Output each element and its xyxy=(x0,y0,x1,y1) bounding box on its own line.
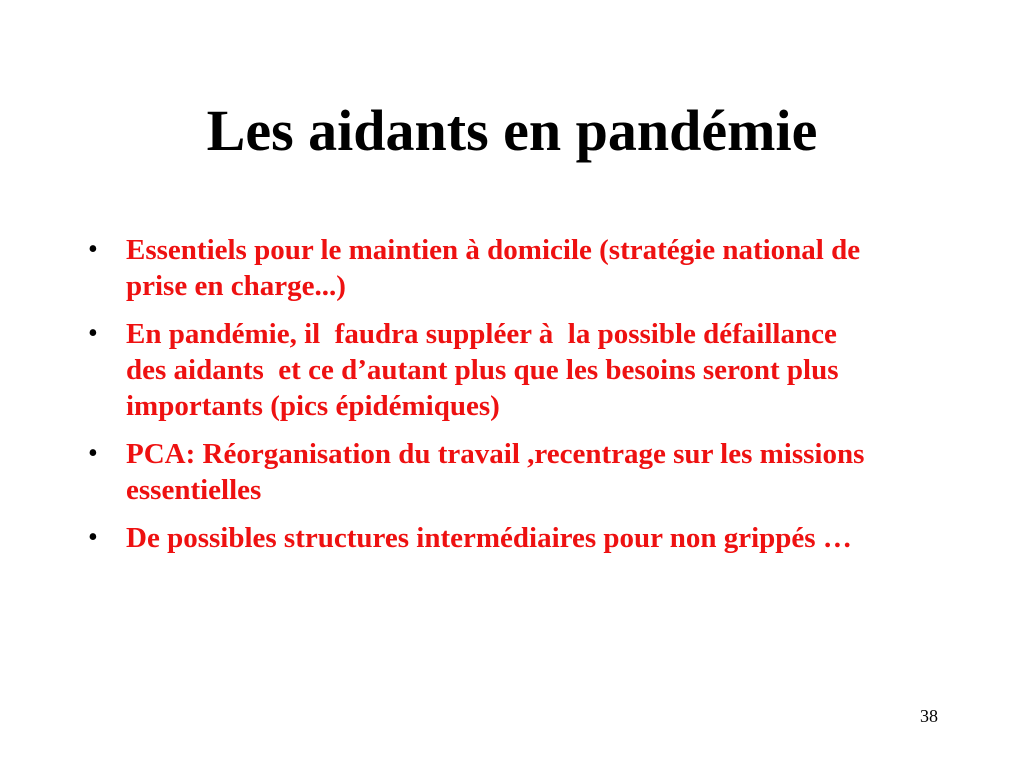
bullet-dot-icon: • xyxy=(88,522,98,553)
bullet-text: En pandémie, il faudra suppléer à la possible défaillance des aidants et ce d’autant plus que les besoins seront plus importants (pics épidémiques) xyxy=(126,318,846,422)
bullet-item xyxy=(84,232,884,304)
bullet-item xyxy=(84,316,884,424)
bullet-dot-icon: • xyxy=(88,318,98,349)
bullet-dot-icon: • xyxy=(88,438,98,469)
bullet-item xyxy=(84,520,884,556)
slide-title: Les aidants en pandémie xyxy=(206,98,818,163)
bullet-text: De possibles structures intermédiaires pour non grippés … xyxy=(126,522,852,554)
bullet-text: Essentiels pour le maintien à domicile (stratégie national de prise en charge...) xyxy=(126,234,868,302)
bullet-item xyxy=(84,436,884,508)
bullet-text: PCA: Réorganisation du travail ,recentrage sur les missions essentielles xyxy=(126,438,872,506)
bullet-list xyxy=(84,232,884,568)
bullet-dot-icon: • xyxy=(88,234,98,265)
page-number: 38 xyxy=(920,706,938,726)
